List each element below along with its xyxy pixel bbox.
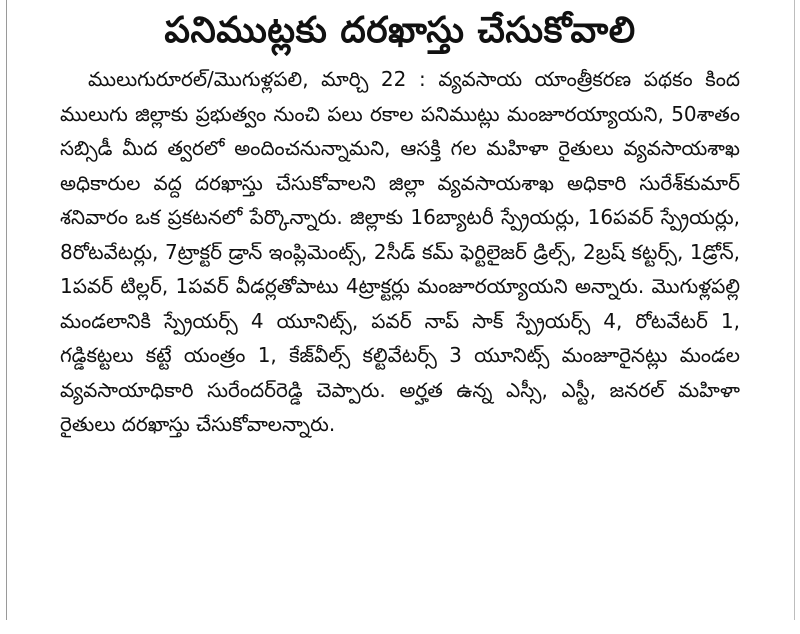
- left-column-rule: [6, 0, 7, 620]
- next-headline-fragment: [190, 604, 520, 634]
- article-body: [60, 62, 740, 442]
- right-column-rule: [794, 0, 795, 620]
- article-dateline: ములుగురూరల్/మొగుళ్లపలి, మార్చి 22 :: [88, 67, 426, 91]
- article-text: వ్యవసాయ యాంత్రీకరణ పథకం కింద ములుగు జిల్లాకు ప్రభుత్వం నుంచి పలు రకాల పనిముట్లు మంజూరయ్యాయని, 50శాతం సబ్సిడీ మీద త్వరలో అందించనున్నామని, ఆసక్తి గల మహిళా రైతులు వ్యవసాయశాఖ అధికారుల వద్ద దరఖాస్తు చేసుకోవాలని జిల్లా వ్యవసాయశాఖ అధికారి సురేశ్‌కుమార్ శనివారం ఒక ప్రకటనలో పేర్కొన్నారు. జిల్లాకు 16బ్యాటరీ స్ప్రేయర్లు, 16పవర్ స్ప్రేయర్లు, 8రోటవేటర్లు, 7ట్రాక్టర్ డ్రాన్ ఇంప్లిమెంట్స్, 2సీడ్ కమ్ ఫెర్టిలైజర్ డ్రిల్స్, 2బ్రష్ కట్టర్స్, 1డ్రోన్, 1పవర్ టిల్లర్, 1పవర్ వీడర్లతోపాటు 4ట్రాక్టర్లు మంజూరయ్యాయని అన్నారు. మొగుళ్లపల్లి మండలానికి స్ప్రేయర్స్ 4 యూనిట్స్, పవర్ నాప్ సాక్ స్ప్రేయర్స్ 4, రోటవేటర్ 1, గడ్డికట్టలు కట్టే యంత్రం 1, కేజ్‌వీల్స్ కల్టివేటర్స్ 3 యూనిట్స్ మంజూరైనట్లు మండల వ్యవసాయాధికారి సురేందర్‌రెడ్డి చెప్పారు. అర్హత ఉన్న ఎస్సీ, ఎస్టీ, జనరల్ మహిళా రైతులు దరఖాస్తు చేసుకోవాలన్నారు.: [60, 67, 740, 436]
- article-headline: పనిముట్లకు దరఖాస్తు చేసుకోవాలి: [164, 10, 636, 51]
- news-article: [60, 0, 740, 442]
